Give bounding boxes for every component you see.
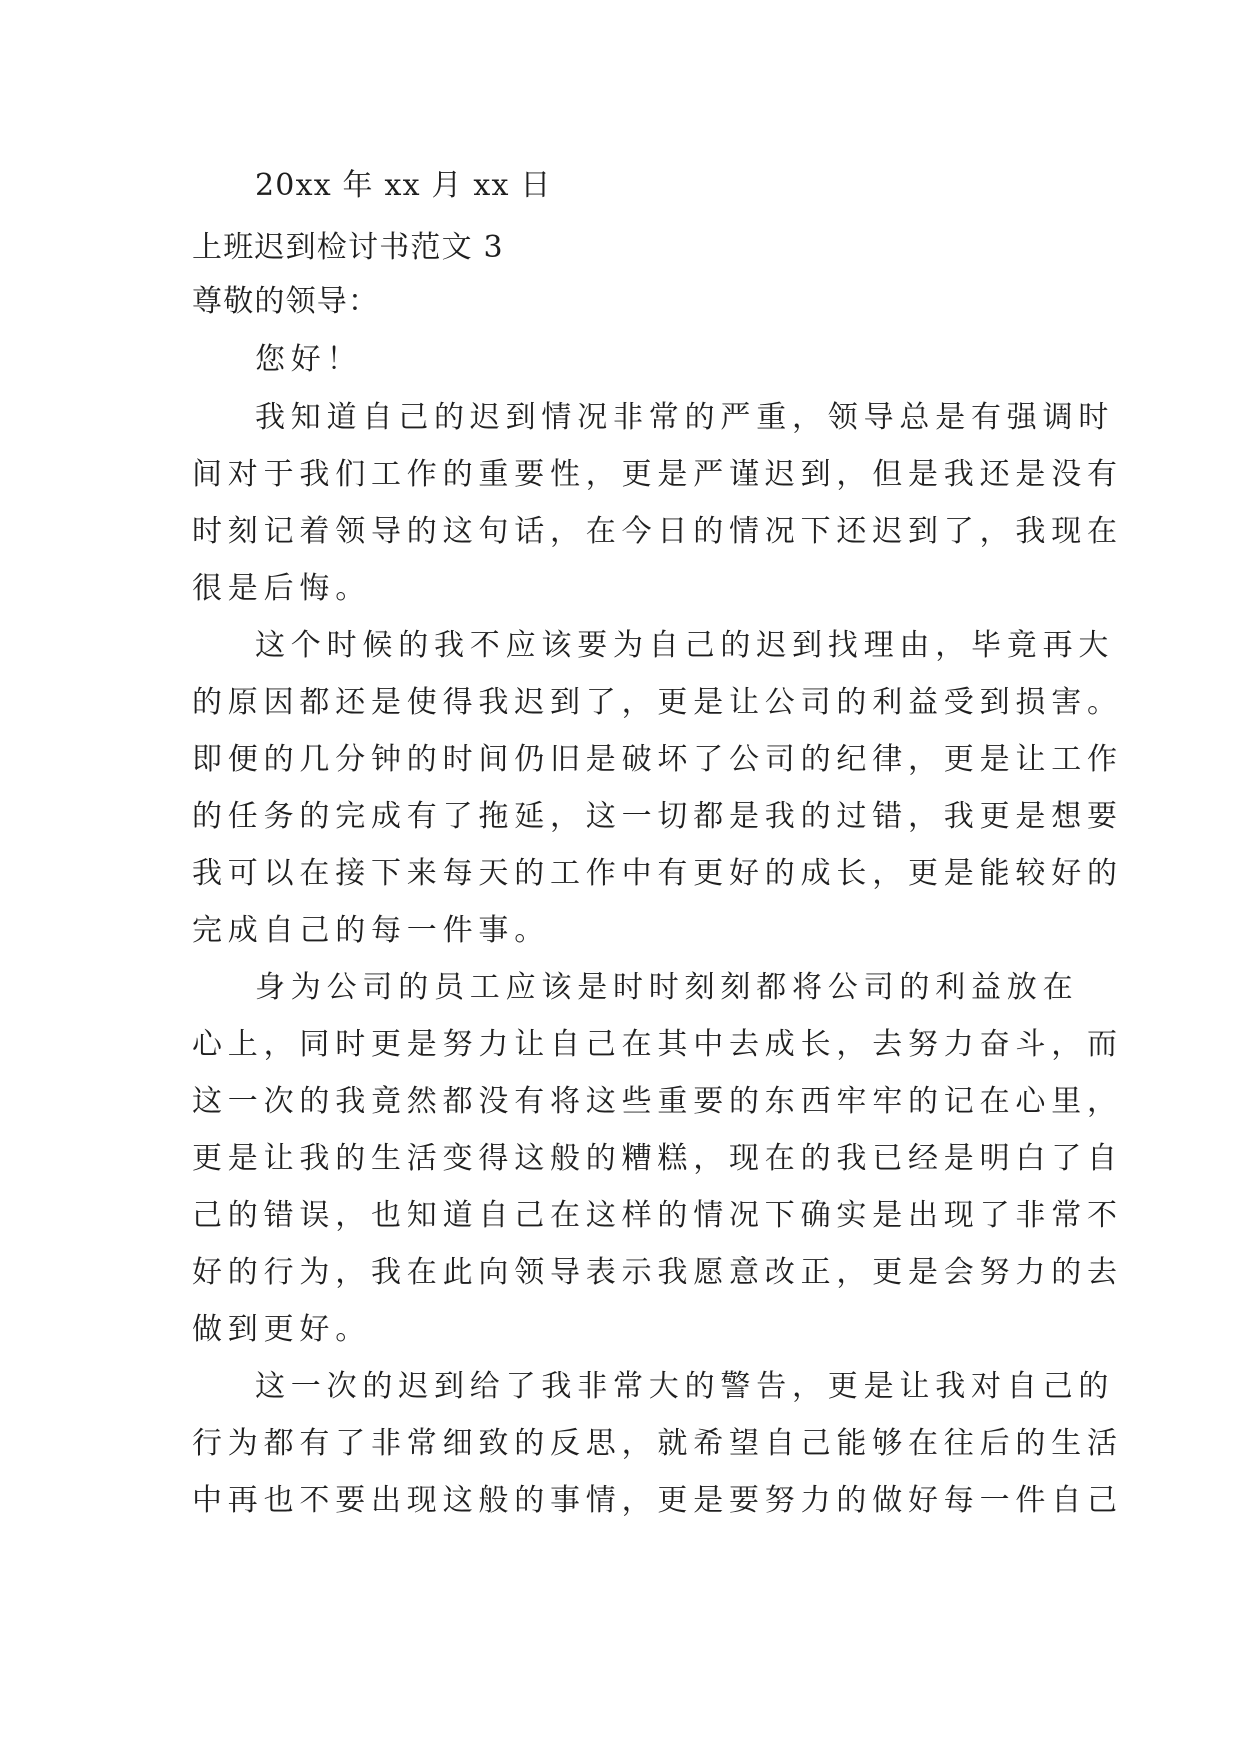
paragraph-2-line: 我可以在接下来每天的工作中有更好的成长，更是能较好的 (192, 856, 1123, 891)
paragraph-3-line: 身为公司的员工应该是时时刻刻都将公司的利益放在 (255, 970, 1079, 1005)
paragraph-1-line: 间对于我们工作的重要性，更是严谨迟到，但是我还是没有 (192, 457, 1123, 492)
paragraph-4-line: 行为都有了非常细致的反思，就希望自己能够在往后的生活 (192, 1426, 1123, 1461)
paragraph-3-line: 好的行为，我在此向领导表示我愿意改正，更是会努力的去 (192, 1255, 1123, 1290)
paragraph-4-line: 中再也不要出现这般的事情，更是要努力的做好每一件自己 (192, 1483, 1123, 1518)
paragraph-1-line: 时刻记着领导的这句话，在今日的情况下还迟到了，我现在 (192, 514, 1123, 549)
greeting: 您好！ (255, 342, 363, 377)
paragraph-2-line: 的原因都还是使得我迟到了，更是让公司的利益受到损害。 (192, 685, 1123, 720)
paragraph-2-line: 的任务的完成有了拖延，这一切都是我的过错，我更是想要 (192, 799, 1123, 834)
date-line: 20xx 年 xx 月 xx 日 (255, 168, 552, 203)
paragraph-3-line: 己的错误，也知道自己在这样的情况下确实是出现了非常不 (192, 1198, 1123, 1233)
paragraph-4-line: 这一次的迟到给了我非常大的警告，更是让我对自己的 (255, 1369, 1115, 1404)
paragraph-3-line: 做到更好。 (192, 1312, 371, 1347)
paragraph-3-line: 这一次的我竟然都没有将这些重要的东西牢牢的记在心里， (192, 1084, 1123, 1119)
paragraph-3-line: 心上，同时更是努力让自己在其中去成长，去努力奋斗，而 (192, 1027, 1123, 1062)
paragraph-2-line: 即便的几分钟的时间仍旧是破坏了公司的纪律，更是让工作 (192, 742, 1123, 777)
paragraph-2-line: 这个时候的我不应该要为自己的迟到找理由，毕竟再大 (255, 628, 1115, 663)
paragraph-1-line: 很是后悔。 (192, 571, 371, 606)
paragraph-2-line: 完成自己的每一件事。 (192, 913, 550, 948)
paragraph-1-line: 我知道自己的迟到情况非常的严重，领导总是有强调时 (255, 400, 1115, 435)
paragraph-3-line: 更是让我的生活变得这般的糟糕，现在的我已经是明白了自 (192, 1141, 1123, 1176)
salutation: 尊敬的领导： (192, 284, 380, 319)
sample-title: 上班迟到检讨书范文 3 (192, 230, 504, 265)
